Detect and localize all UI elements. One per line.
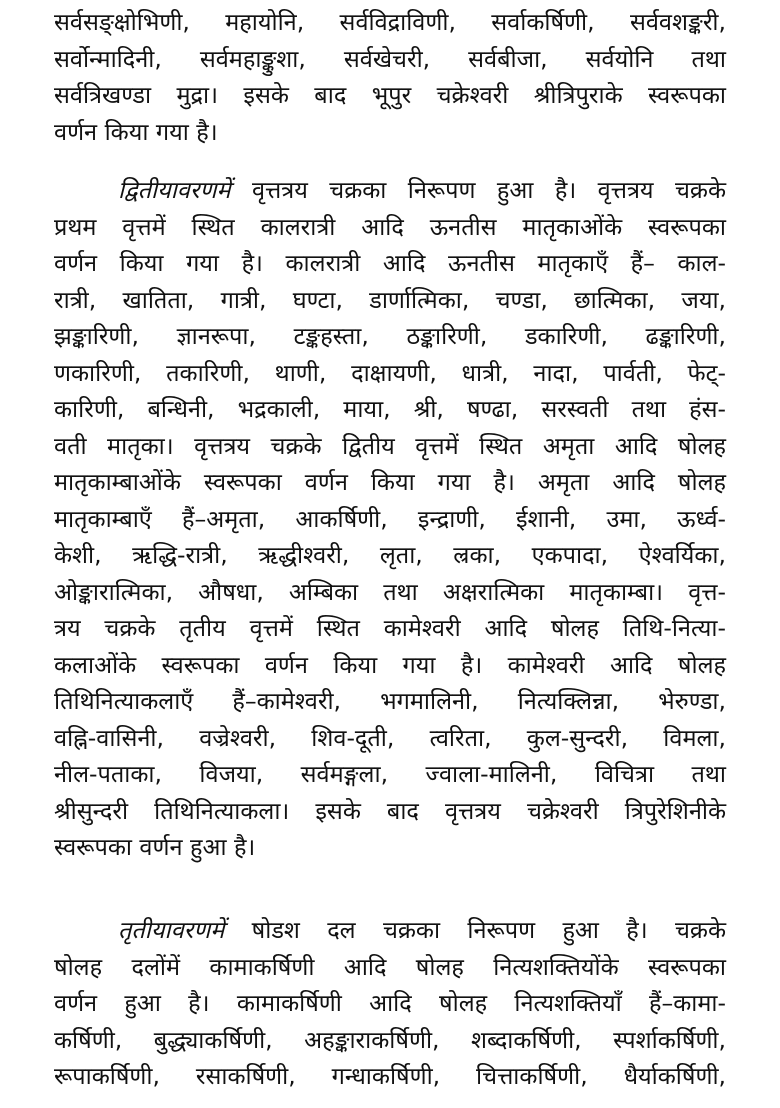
text-line: वह्नि-वासिनी, वज्रेश्वरी, शिव-दूती, त्वरिता, कुल-सुन्दरी, विमला, xyxy=(54,723,726,752)
text-line: सर्वत्रिखण्डा मुद्रा। इसके बाद भूपुर चक्रेश्वरी श्रीत्रिपुराके स्वरूपका xyxy=(54,81,726,109)
paragraph-3 xyxy=(54,912,726,1095)
text-line: मातृकाम्बाओंके स्वरूपका वर्णन किया गया है। अमृता आदि षोलह xyxy=(54,468,726,496)
text-line: ओङ्कारात्मिका, औषधा, अम्बिका तथा अक्षरात्मिका मातृकाम्बा। वृत्त- xyxy=(54,577,726,606)
text-line: नील-पताका, विजया, सर्वमङ्गला, ज्वाला-मालिनी, विचित्रा तथा xyxy=(54,760,726,788)
paragraph-1 xyxy=(54,4,726,150)
text-line: षोलह दलोंमें कामाकर्षिणी आदि षोलह नित्यशक्तियोंके स्वरूपका xyxy=(54,952,726,981)
section-heading-italic: द्वितीयावरणमें xyxy=(118,176,231,204)
text-line: त्रय चक्रके तृतीय वृत्तमें स्थित कामेश्वरी आदि षोलह तिथि-नित्या- xyxy=(54,614,726,642)
text-line: रूपाकर्षिणी, रसाकर्षिणी, गन्धाकर्षिणी, चित्ताकर्षिणी, धैर्याकर्षिणी, xyxy=(54,1062,726,1090)
text-line: कलाओंके स्वरूपका वर्णन किया गया है। कामेश्वरी आदि षोलह xyxy=(54,650,726,679)
text-line: सर्वोन्मादिनी, सर्वमहाङ्कुशा, सर्वखेचरी, सर्वबीजा, सर्वयोनि तथा xyxy=(54,44,726,73)
section-heading-italic: तृतीयावरणमें xyxy=(118,916,225,944)
text-line: वर्णन किया गया है। कालरात्री आदि ऊनतीस मातृकाएँ हैं– काल- xyxy=(54,249,726,277)
text-line: तिथिनित्याकलाएँ हैं–कामेश्वरी, भगमालिनी, नित्यक्लिन्ना, भेरुण्डा, xyxy=(54,687,726,715)
text-line: वर्णन हुआ है। कामाकर्षिणी आदि षोलह नित्यशक्तियाँ हैं–कामा- xyxy=(54,989,726,1017)
text-line: वती मातृका। वृत्तत्रय चक्रके द्वितीय वृत्तमें स्थित अमृता आदि षोलह xyxy=(54,431,726,460)
paragraph-2 xyxy=(54,172,726,866)
lead-text: वृत्तत्रय चक्रका निरूपण हुआ है। वृत्तत्रय चक्रके xyxy=(230,176,726,204)
text-line: वर्णन किया गया है। xyxy=(54,117,218,146)
text-line: कर्षिणी, बुद्ध्याकर्षिणी, अहङ्काराकर्षिणी, शब्दाकर्षिणी, स्पर्शाकर्षिणी, xyxy=(54,1025,726,1054)
lead-text: षोडश दल चक्रका निरूपण हुआ है। चक्रके xyxy=(224,916,726,944)
text-line: श्रीसुन्दरी तिथिनित्याकला। इसके बाद वृत्तत्रय चक्रेश्वरी त्रिपुरेशिनीके xyxy=(54,796,726,825)
text-line: झङ्कारिणी, ज्ञानरूपा, टङ्कहस्ता, ठङ्कारिणी, डकारिणी, ढङ्कारिणी, xyxy=(54,322,726,350)
text-line: मातृकाम्बाएँ हैं–अमृता, आकर्षिणी, इन्द्राणी, ईशानी, उमा, ऊर्ध्व- xyxy=(54,504,726,533)
text-line: कारिणी, बन्धिनी, भद्रकाली, माया, श्री, षण्ढा, सरस्वती तथा हंस- xyxy=(54,395,726,423)
text-line: स्वरूपका वर्णन हुआ है। xyxy=(54,833,256,861)
text-line: प्रथम वृत्तमें स्थित कालरात्री आदि ऊनतीस मातृकाओंके स्वरूपका xyxy=(54,212,726,241)
text-line: रात्री, खातिता, गात्री, घण्टा, डार्णात्मिका, चण्डा, छात्मिका, जया, xyxy=(54,285,726,314)
text-line: सर्वसङ्क्षोभिणी, महायोनि, सर्वविद्राविणी, सर्वाकर्षिणी, सर्ववशङ्करी, xyxy=(54,8,726,36)
paragraph-lead-line xyxy=(54,172,726,209)
text-line: केशी, ऋद्धि-रात्री, ऋद्धीश्वरी, लृता, ल्रका, एकपादा, ऐश्वर्यिका, xyxy=(54,541,726,569)
text-line: णकारिणी, तकारिणी, थाणी, दाक्षायणी, धात्री, नादा, पार्वती, फेट्- xyxy=(54,358,726,387)
paragraph-lead-line xyxy=(54,912,726,949)
